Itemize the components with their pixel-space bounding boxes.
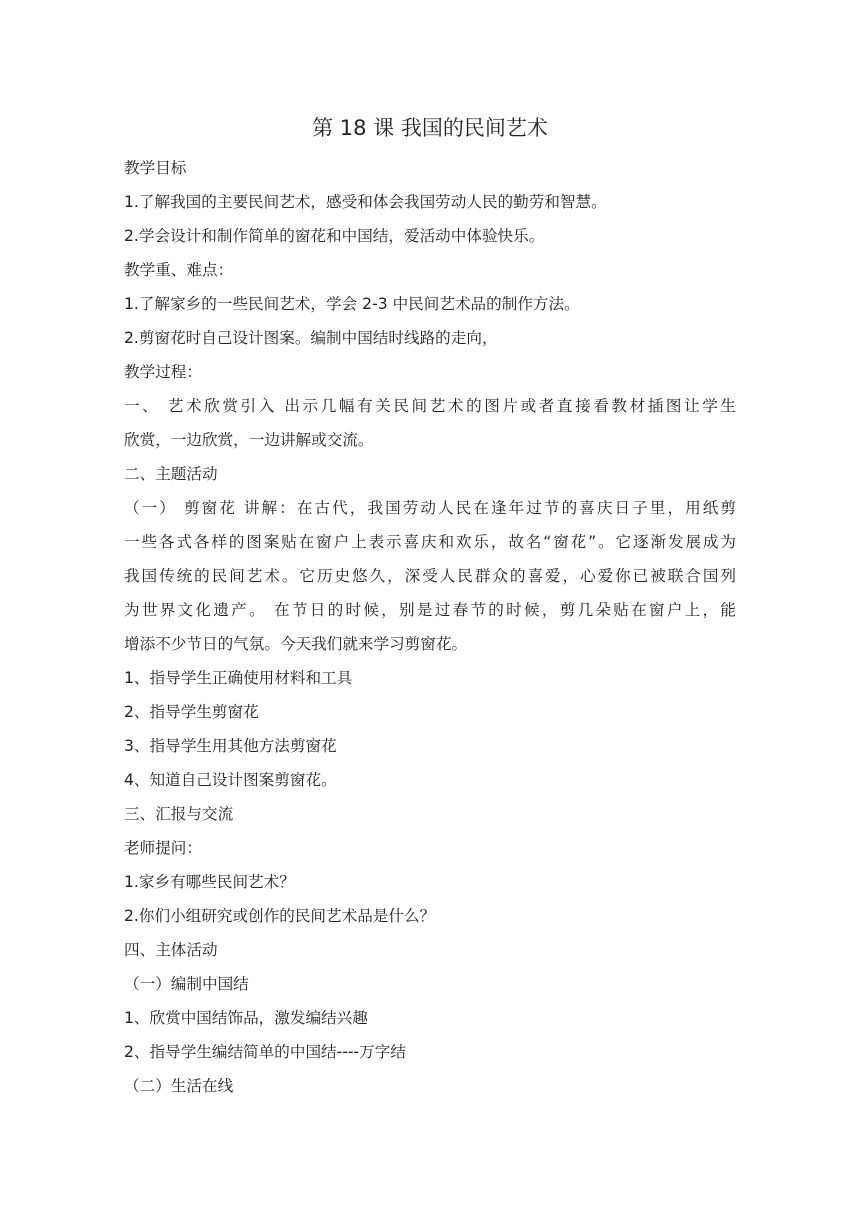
list-item: 2、指导学生编结简单的中国结----万字结 xyxy=(124,1043,406,1061)
list-item: 1.家乡有哪些民间艺术？ xyxy=(124,873,295,891)
paragraph-line: 我国传统的民间艺术。它历史悠久，深受人民群众的喜爱，心爱你已被联合国列 xyxy=(124,567,736,585)
section-heading-objectives: 教学目标 xyxy=(124,159,187,177)
section-heading-report: 三、汇报与交流 xyxy=(124,805,234,823)
objective-item: 1.了解我国的主要民间艺术，感受和体会我国劳动人民的勤劳和智慧。 xyxy=(124,193,607,211)
paragraph-line: 一、 艺术欣赏引入 出示几幅有关民间艺术的图片或者直接看教材插图让学生 xyxy=(124,397,736,415)
list-item: 1、欣赏中国结饰品，激发编结兴趣 xyxy=(124,1009,368,1027)
list-item: 1、指导学生正确使用材料和工具 xyxy=(124,669,353,687)
key-point-item: 1.了解家乡的一些民间艺术，学会 2-3 中民间艺术品的制作方法。 xyxy=(124,295,580,313)
page-title: 第 18 课 我国的民间艺术 xyxy=(312,116,548,140)
list-item: 2、指导学生剪窗花 xyxy=(124,703,259,721)
subsection-heading: （一）编制中国结 xyxy=(124,975,249,993)
list-item: 3、指导学生用其他方法剪窗花 xyxy=(124,737,337,755)
paragraph-line: 欣赏，一边欣赏，一边讲解或交流。 xyxy=(124,431,374,449)
paragraph-line: 为世界文化遗产。 在节日的时候，别是过春节的时候，剪几朵贴在窗户上，能 xyxy=(124,601,736,619)
section-heading-process: 教学过程： xyxy=(124,363,202,381)
subsection-heading: （二）生活在线 xyxy=(124,1077,234,1095)
section-heading-theme-activity: 二、主题活动 xyxy=(124,465,218,483)
paragraph-line: （一） 剪窗花 讲解：在古代，我国劳动人民在逢年过节的喜庆日子里，用纸剪 xyxy=(124,499,736,517)
paragraph-line: 老师提问： xyxy=(124,839,202,857)
key-point-item: 2.剪窗花时自己设计图案。编制中国结时线路的走向， xyxy=(124,329,498,347)
section-heading-main-activity: 四、主体活动 xyxy=(124,941,218,959)
section-heading-key-points: 教学重、难点： xyxy=(124,261,234,279)
paragraph-line: 一些各式各样的图案贴在窗户上表示喜庆和欢乐，故名“窗花”。它逐渐发展成为 xyxy=(124,533,736,551)
paragraph-line: 增添不少节日的气氛。今天我们就来学习剪窗花。 xyxy=(124,635,468,653)
document-body xyxy=(124,151,736,1103)
objective-item: 2.学会设计和制作简单的窗花和中国结，爱活动中体验快乐。 xyxy=(124,227,545,245)
list-item: 2.你们小组研究或创作的民间艺术品是什么？ xyxy=(124,907,436,925)
list-item: 4、知道自己设计图案剪窗花。 xyxy=(124,771,337,789)
